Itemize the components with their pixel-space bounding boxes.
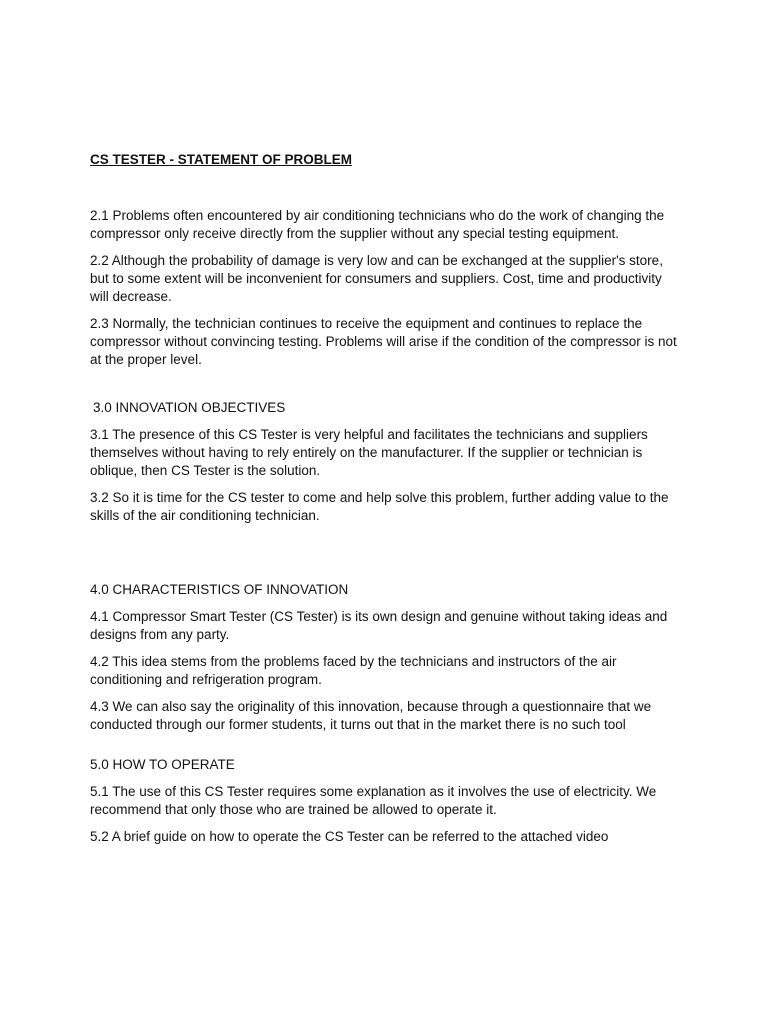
document-page — [90, 151, 680, 855]
section-heading: 4.0 CHARACTERISTICS OF INNOVATION — [90, 582, 349, 597]
section-heading: 3.0 INNOVATION OBJECTIVES — [93, 400, 286, 415]
section-how-to-operate — [90, 756, 680, 846]
section-problem-statement — [90, 207, 680, 369]
paragraph-4-3: 4.3 We can also say the originality of this innovation, because through a questionnaire that we conducted through our former students, it turns out that in the market there is no such tool — [90, 699, 652, 732]
paragraph-5-2: 5.2 A brief guide on how to operate the CS Tester can be referred to the attached video — [90, 829, 609, 844]
paragraph-3-2: 3.2 So it is time for the CS tester to come and help solve this problem, further adding value to the skills of the air conditioning technician. — [90, 490, 669, 523]
paragraph-2-3: 2.3 Normally, the technician continues to receive the equipment and continues to replace the compressor without convincing testing. Problems will arise if the condition of the compressor is not at the proper level. — [90, 316, 677, 367]
paragraph-4-1: 4.1 Compressor Smart Tester (CS Tester) is its own design and genuine without taking ideas and designs from any party. — [90, 609, 668, 642]
section-innovation-objectives — [90, 399, 680, 525]
section-characteristics — [90, 581, 680, 734]
paragraph-2-1: 2.1 Problems often encountered by air conditioning technicians who do the work of changing the compressor only receive directly from the supplier without any special testing equipment. — [90, 208, 665, 241]
paragraph-5-1: 5.1 The use of this CS Tester requires some explanation as it involves the use of electricity. We recommend that only those who are trained be allowed to operate it. — [90, 784, 657, 817]
document-title: CS TESTER - STATEMENT OF PROBLEM — [90, 152, 352, 167]
section-heading: 5.0 HOW TO OPERATE — [90, 757, 235, 772]
paragraph-4-2: 4.2 This idea stems from the problems faced by the technicians and instructors of the air conditioning and refrigeration program. — [90, 654, 617, 687]
paragraph-3-1: 3.1 The presence of this CS Tester is very helpful and facilitates the technicians and suppliers themselves without having to rely entirely on the manufacturer. If the supplier or technician is oblique, then CS Tester is the solution. — [90, 427, 648, 478]
paragraph-2-2: 2.2 Although the probability of damage is very low and can be exchanged at the supplier's store, but to some extent will be inconvenient for consumers and suppliers. Cost, time and productivity will decrease. — [90, 253, 663, 304]
